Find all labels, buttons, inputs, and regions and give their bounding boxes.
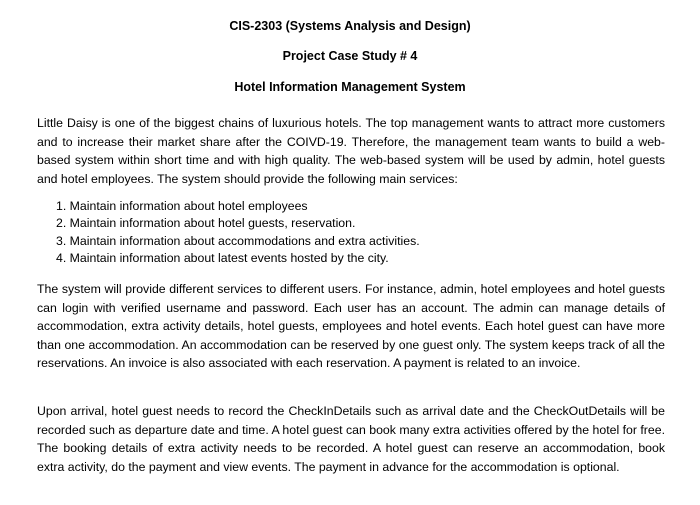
list-item: 1. Maintain information about hotel employees	[56, 199, 308, 213]
services-paragraph: The system will provide different services to different users. For instance, admin, hotel employees and hotel guests can login with verified username and password. Each user has an account. The admin can manage details of accommodation, extra activity details, hotel guests, employees and hotel events. Each hotel guest can have more than one accommodation. An accommodation can be reserved by one guest only. The system keeps track of all the reservations. An invoice is also associated with each reservation. A payment is related to an invoice.	[37, 282, 665, 371]
list-item: 4. Maintain information about latest events hosted by the city.	[56, 251, 389, 266]
system-title: Hotel Information Management System	[234, 80, 466, 94]
course-title: CIS-2303 (Systems Analysis and Design)	[229, 19, 471, 33]
list-item: 2. Maintain information about hotel guests, reservation.	[56, 216, 356, 231]
arrival-paragraph: Upon arrival, hotel guest needs to record the CheckInDetails such as arrival date and the CheckOutDetails will be recorded such as departure date and time. A hotel guest can book many extra activities offered by the hotel for free. The booking details of extra activity needs to be recorded. A hotel guest can reserve an accommodation, book extra activity, do the payment and view events. The payment in advance for the accommodation is optional.	[37, 404, 665, 474]
case-study-title: Project Case Study # 4	[282, 49, 418, 63]
intro-paragraph: Little Daisy is one of the biggest chains of luxurious hotels. The top management wants to attract more customers and to increase their market share after the COIVD-19. Therefore, the management team wants to build a web-based system within short time and with high quality. The web-based system will be used by admin, hotel guests and hotel employees. The system should provide the following main services:	[37, 116, 665, 186]
list-item: 3. Maintain information about accommodations and extra activities.	[56, 233, 420, 248]
main-services-list	[56, 198, 420, 268]
